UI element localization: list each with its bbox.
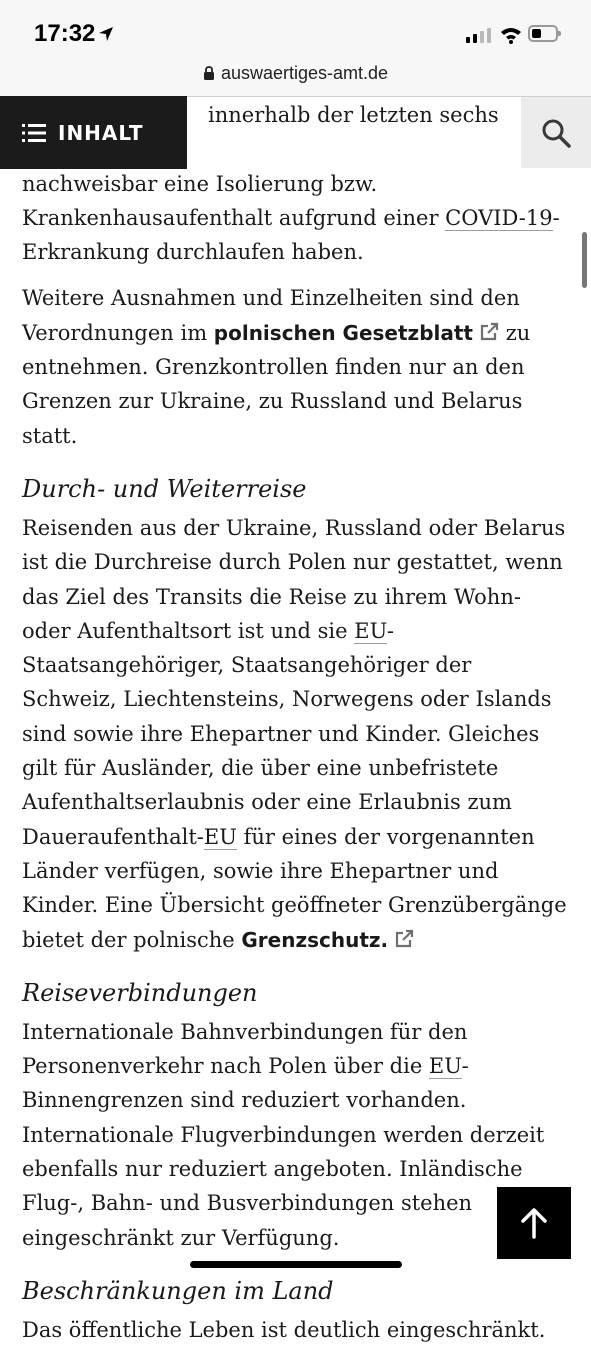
contents-menu-button[interactable] <box>0 96 187 169</box>
external-link-icon <box>479 322 499 342</box>
heading-restrictions: Beschränkungen im Land <box>22 1276 334 1305</box>
scrollbar[interactable] <box>582 232 587 288</box>
link-gesetzblatt[interactable]: polnischen Gesetzblatt <box>214 321 499 345</box>
address-bar[interactable] <box>0 58 591 97</box>
location-arrow-icon <box>98 26 114 42</box>
abbr-eu[interactable]: EU <box>203 824 237 849</box>
menu-icon <box>22 124 46 142</box>
search-icon <box>541 118 571 148</box>
heading-transit: Durch- und Weiterreise <box>22 474 307 503</box>
heading-connections: Reiseverbindungen <box>22 978 258 1007</box>
wifi-icon <box>500 26 522 44</box>
home-indicator[interactable] <box>190 1261 402 1268</box>
paragraph-exceptions: Weitere Ausnahmen und Einzelheiten sind den Verordnungen im polnischen Gesetzblatt zu entnehmen. Grenzkontrollen finden nur an den Grenzen zur Ukraine, zu Russland und Belarus statt. <box>22 286 531 448</box>
search-button[interactable] <box>521 97 591 168</box>
abbr-eu[interactable]: EU <box>354 618 387 643</box>
signal-icon <box>466 28 491 43</box>
status-time: 17:32 <box>34 20 96 47</box>
link-grenzschutz[interactable]: Grenzschutz. <box>241 928 414 952</box>
contents-menu-label: INHALT <box>58 120 144 145</box>
abbr-covid[interactable]: COVID-19 <box>445 205 553 230</box>
lock-icon <box>203 66 215 81</box>
url-text: auswaertiges-amt.de <box>220 63 389 83</box>
article-body <box>22 98 570 1347</box>
abbr-eu[interactable]: EU <box>428 1054 462 1079</box>
paragraph-isolation: innerhalb der letzten sechs nachweisbar eine Isolierung bzw. Krankenhausaufenthalt aufgrund einer COVID-19- Erkrankung durchlaufen haben. <box>22 103 560 265</box>
paragraph-transit: Reisenden aus der Ukraine, Russland oder Belarus ist die Durchreise durch Polen nur gestattet, wenn das Ziel des Transits die Reise zu ihrem Wohn- oder Aufenthaltsort ist und sie EU-Staatsangehöriger, Staatsangehöriger der Schweiz, Liechtensteins, Norwegens oder Islands sind sowie ihre Ehepartner und Kinder. Gleiches gilt für Ausländer, die über eine unbefristete Aufenthaltserlaubnis oder eine Erlaubnis zum Daueraufenthalt-EU für eines der vorgenannten Länder verfügen, sowie ihre Ehepartner und Kinder. Eine Übersicht geöffneter Grenzübergänge bietet der polnische Grenzschutz. <box>22 515 567 952</box>
paragraph-restrictions: Das öffentliche Leben ist deutlich eingeschränkt. <box>22 1317 546 1342</box>
paragraph-connections: Internationale Bahnverbindungen für den Personenverkehr nach Polen über die EU-Binnengrenzen sind reduziert vorhanden. Internationale Flugverbindungen werden derzeit ebenfalls nur reduziert angeboten. Inländische Flug-, Bahn- und Busverbindungen stehen eingeschränkt zur Verfügung. <box>22 1019 545 1250</box>
back-to-top-button[interactable] <box>497 1187 571 1259</box>
battery-icon <box>528 25 558 42</box>
external-link-icon <box>394 929 414 949</box>
arrow-up-icon <box>520 1207 548 1239</box>
